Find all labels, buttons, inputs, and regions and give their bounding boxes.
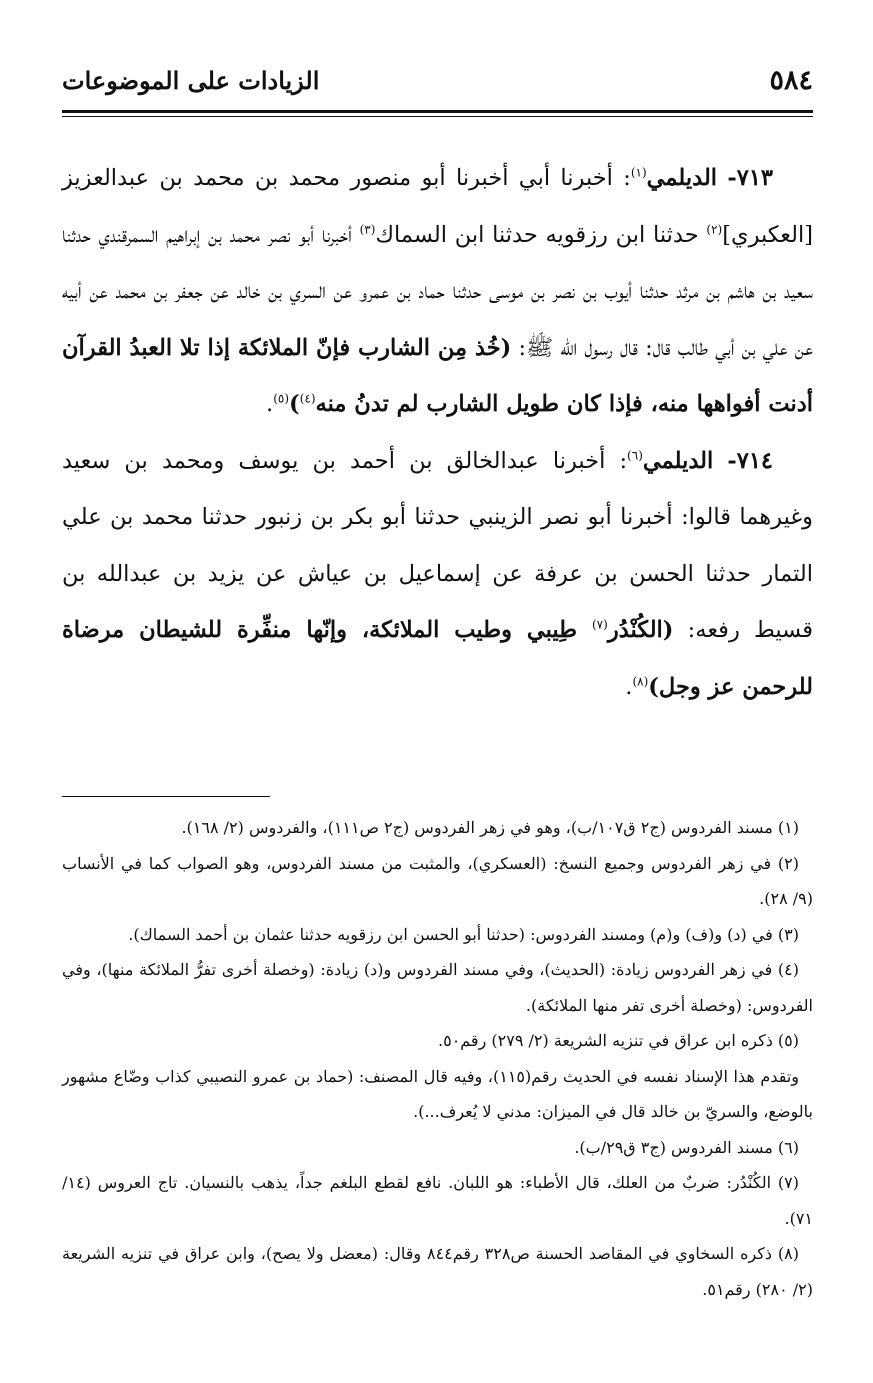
- footnotes: [62, 810, 813, 1307]
- running-title: الزيادات على الموضوعات: [62, 66, 320, 95]
- page-header: [62, 58, 813, 98]
- hadith-end: .: [266, 391, 274, 417]
- isnad-text: أخبرنا أبو نصر محمد بن إبراهيم السمرقندي حدثنا سعيد بن هاشم بن مرثد حدثنا أيوب بن نصر بن موسى حدثنا حماد بن عمرو عن السري بن خالد عن جعفر بن محمد عن أبيه عن علي بن أبي طالب قال: قال رسول الله ﷺ:: [62, 221, 813, 361]
- hadith-matn: طِيبي وطيب الملائكة، وإنّها منفِّرة للشيطان مرضاة للرحمن عز وجل): [62, 617, 813, 700]
- hadith-713: [62, 150, 813, 433]
- footnote-ref: (٧): [591, 617, 608, 632]
- header-rule-thick: [62, 110, 813, 113]
- hadith-source: الديلمي: [642, 447, 714, 474]
- hadith-matn-end: ): [289, 391, 300, 417]
- hadith-number: ٧١٣-: [727, 165, 773, 191]
- footnote-ref: (٢): [706, 222, 723, 236]
- footnote-ref: (١): [630, 165, 647, 180]
- hadith-end: .: [625, 673, 633, 700]
- footnote: (٤) في زهر الفردوس زيادة: (الحديث)، وفي مسند الفردوس و(د) زيادة: (وخصلة أخرى تفرُّ الملائكة منها)، وفي الفردوس: (وخصلة أخرى تفر منها الملائكة).: [62, 960, 813, 1015]
- header-rule-thin: [62, 116, 813, 117]
- footnote-ref: (٤): [299, 391, 316, 406]
- footnote-ref: (٦): [627, 448, 643, 462]
- footnote-separator: [62, 796, 270, 797]
- footnote: (٥) ذكره ابن عراق في تنزيه الشريعة (٢/ ٢٧٩) رقم٥٠.: [438, 1031, 799, 1050]
- footnote: (٧) الكُنْدُر: ضربٌ من العلك، قال الأطباء: هو اللبان. نافع لقطع البلغم جداً، يذهب بالنسيان. تاج العروس (١٤/ ٧١).: [62, 1173, 813, 1228]
- footnote: وتقدم هذا الإسناد نفسه في الحديث رقم(١١٥)، وفيه قال المصنف: (حماد بن عمرو النصيبي كذاب وضّاع مشهور بالوضع، والسريّ بن خالد قال في الميزان: مدني لا يُعرف...).: [62, 1066, 813, 1121]
- footnote: (٣) في (د) و(ف) و(م) ومسند الفردوس: (حدثنا أبو الحسن ابن رزقويه حدثنا عثمان بن أحمد السماك).: [128, 924, 799, 944]
- main-text: [62, 150, 813, 715]
- page-number: ٥٨٤: [769, 65, 813, 96]
- isnad-text: : أخبرنا عبدالخالق بن أحمد بن يوسف ومحمد بن سعيد وغيرهما قالوا: أخبرنا أبو نصر الزينبي حدثنا أبو بكر بن زنبور حدثنا محمد بن علي التمار حدثنا الحسن بن عرفة عن إسماعيل بن عياش عن يزيد بن عبدالله بن قسيط رفعه:: [62, 447, 813, 643]
- hadith-714: [62, 433, 813, 716]
- footnote: (٨) ذكره السخاوي في المقاصد الحسنة ص٣٢٨ رقم٨٤٤ وقال: (معضل ولا يصح)، وابن عراق في تنزيه الشريعة (٢/ ٢٨٠) رقم٥١.: [62, 1244, 813, 1299]
- hadith-source: الديلمي: [646, 165, 718, 191]
- hadith-number: ٧١٤-: [727, 447, 773, 474]
- hadith-matn: (الكُنْدُر: [607, 617, 674, 643]
- footnote-ref: (٥): [273, 391, 290, 406]
- footnote: (٦) مسند الفردوس (ج٣ ق٢٩/ب).: [574, 1137, 799, 1157]
- footnote: (٢) في زهر الفردوس وجميع النسخ: (العسكري)، والمثبت من مسند الفردوس، وهو الصواب كما في الأنساب (٩/ ٢٨).: [62, 853, 813, 908]
- footnote-ref: (٨): [632, 674, 649, 688]
- isnad-text: حدثنا ابن رزقويه حدثنا ابن السماك: [375, 221, 707, 248]
- footnote-ref: (٣): [359, 222, 376, 236]
- hadith-matn: (خُذ مِن الشارب فإنّ الملائكة إذا تلا العبدُ القرآن أدنت أفواهها منه، فإذا كان طويل الشارب لم تدنُ منه: [62, 334, 813, 417]
- isnad-text: : أخبرنا أبي أخبرنا أبو منصور محمد بن محمد بن عبدالعزيز [العكبري]: [62, 165, 813, 248]
- footnote: (١) مسند الفردوس (ج٢ ق١٠٧/ب)، وهو في زهر الفردوس (ج٢ ص١١١)، والفردوس (٢/ ١٦٨).: [181, 818, 799, 837]
